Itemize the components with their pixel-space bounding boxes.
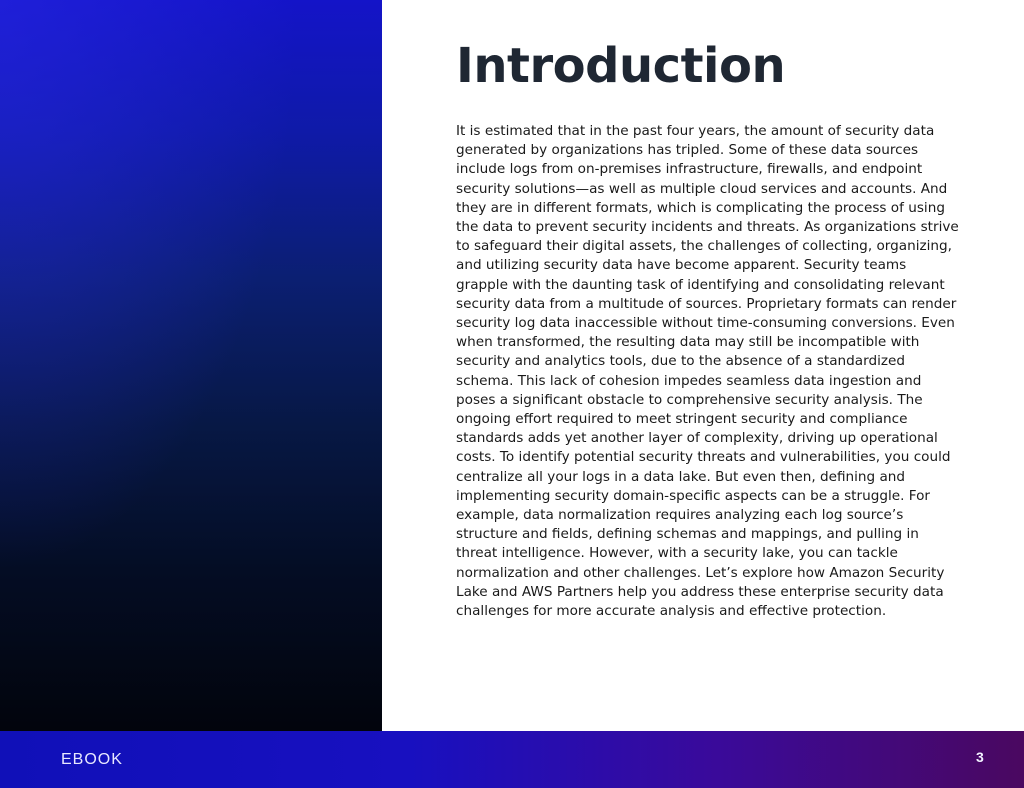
footer-label: EBOOK <box>61 751 123 768</box>
footer-bar <box>0 731 1024 788</box>
intro-paragraph: It is estimated that in the past four years, the amount of security data generated by organizations has tripled. Some of these data sources include logs from on-premises infrastructure, firewalls, and endpoint security solutions—as well as multiple cloud services and accounts. And they are in different formats, which is complicating the process of using the data to prevent security incidents and threats. As organizations strive to safeguard their digital assets, the challenges of collecting, organizing, and utilizing security data have become apparent. Security teams grapple with the daunting task of identifying and consolidating relevant security data from a multitude of sources. Proprietary formats can render security log data inaccessible without time-consuming conversions. Even when transformed, the resulting data may still be incompatible with security and analytics tools, due to the absence of a standardized schema. This lack of cohesion impedes seamless data ingestion and poses a significant obstacle to comprehensive security analysis. The ongoing effort required to meet stringent security and compliance standards adds yet another layer of complexity, driving up operational costs. To identify potential security threats and vulnerabilities, you could centralize all your logs in a data lake. But even then, defining and implementing security domain-specific aspects can be a struggle. For example, data normalization requires analyzing each log source’s structure and fields, defining schemas and mappings, and pulling in threat intelligence. However, with a security lake, you can tackle normalization and other challenges. Let’s explore how Amazon Security Lake and AWS Partners help you address these enterprise security data challenges for more accurate analysis and effective protection. <box>456 123 959 620</box>
decorative-gradient-panel <box>0 0 382 731</box>
page-title: Introduction <box>456 38 786 94</box>
page-number: 3 <box>976 749 984 765</box>
main-content <box>456 0 962 621</box>
